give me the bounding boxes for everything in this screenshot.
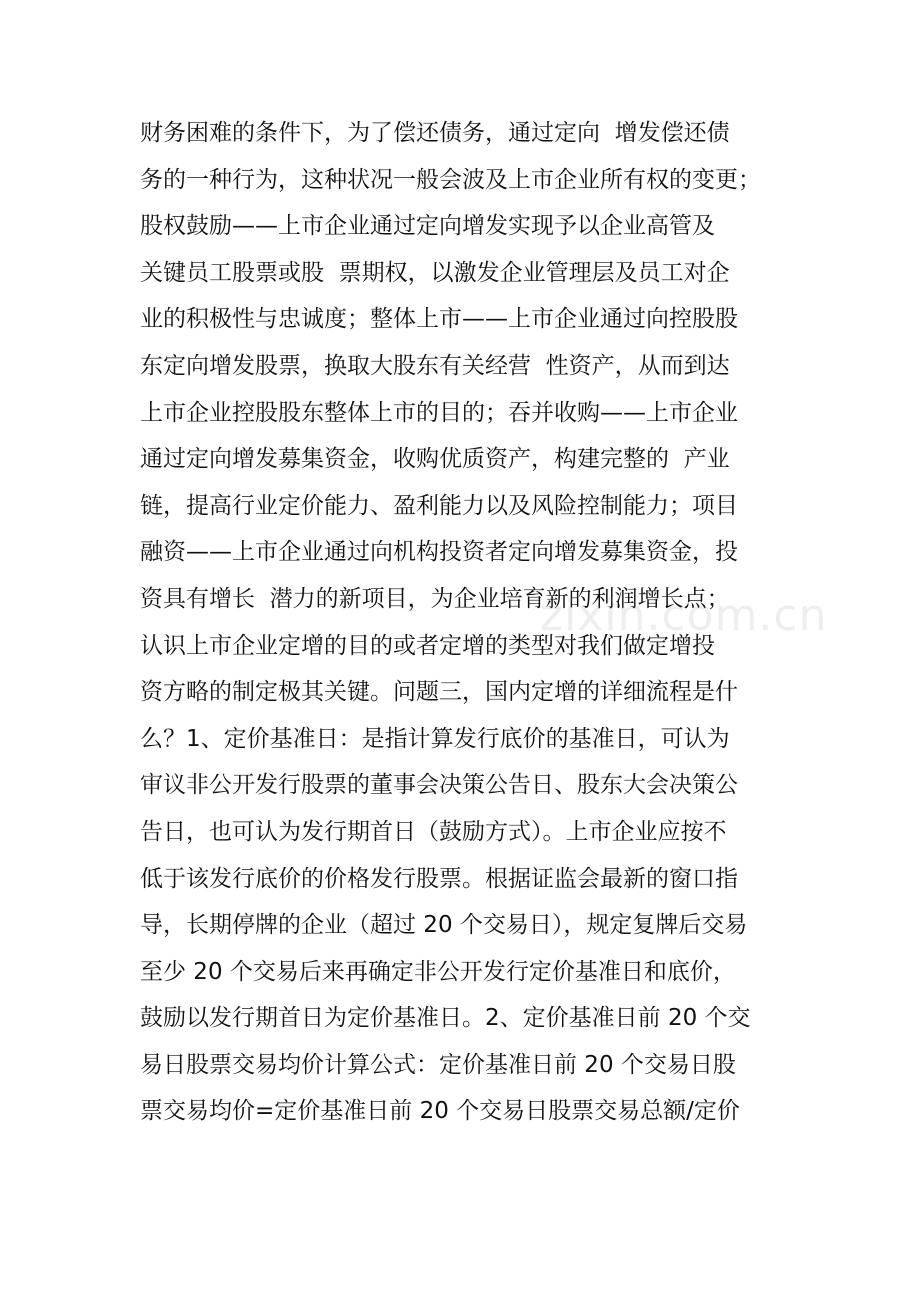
- text-line-11: 资具有增长 潜力的新项目，为企业培育新的利润增长点；: [140, 585, 730, 612]
- text-line-5: 业的积极性与忠诚度；整体上市——上市企业通过向控股股: [140, 306, 738, 333]
- text-line-16: 告日，也可认为发行期首日（鼓励方式）。上市企业应按不: [140, 818, 727, 845]
- text-line-19: 至少 20 个交易后来再确定非公开发行定价基准日和底价，: [140, 958, 736, 985]
- text-line-7: 上市企业控股股东整体上市的目的；吞并收购——上市企业: [140, 399, 738, 426]
- text-line-18: 导，长期停牌的企业（超过 20 个交易日），规定复牌后交易: [140, 912, 748, 939]
- text-line-21: 易日股票交易均价计算公式：定价基准日前 20 个交易日股: [140, 1051, 736, 1078]
- body-text: [140, 110, 790, 1135]
- text-line-14: 么？1、定价基准日：是指计算发行底价的基准日，可认为: [140, 725, 730, 752]
- text-line-3: 股权鼓励——上市企业通过定向增发实现予以企业高管及: [140, 213, 715, 240]
- site-watermark: zixin.com.cn: [540, 590, 828, 641]
- text-line-13: 资方略的制定极其关键。问题三，国内定增的详细流程是什: [140, 679, 738, 706]
- text-line-9: 链，提高行业定价能力、盈利能力以及风险控制能力；项目: [140, 492, 738, 519]
- text-line-15: 审议非公开发行股票的董事会决策公告日、股东大会决策公: [140, 772, 738, 799]
- text-line-6: 东定向增发股票，换取大股东有关经营 性资产，从而到达: [140, 352, 730, 379]
- text-line-17: 低于该发行底价的价格发行股票。根据证监会最新的窗口指: [140, 865, 738, 892]
- text-line-22: 票交易均价=定价基准日前 20 个交易日股票交易总额/定价: [140, 1098, 740, 1125]
- text-line-20: 鼓励以发行期首日为定价基准日。2、定价基准日前 20 个交: [140, 1005, 751, 1032]
- text-line-4: 关键员工股票或股 票期权，以激发企业管理层及员工对企: [140, 259, 730, 286]
- text-line-1: 财务困难的条件下，为了偿还债务，通过定向 增发偿还债: [140, 120, 730, 146]
- text-line-8: 通过定向增发募集资金，收购优质资产，构建完整的 产业: [140, 446, 730, 473]
- text-line-12: 认识上市企业定增的目的或者定增的类型对我们做定增投: [140, 632, 715, 659]
- text-line-10: 融资——上市企业通过向机构投资者定向增发募集资金，投: [140, 539, 738, 566]
- text-line-2: 务的一种行为，这种状况一般会波及上市企业所有权的变更；: [140, 166, 761, 193]
